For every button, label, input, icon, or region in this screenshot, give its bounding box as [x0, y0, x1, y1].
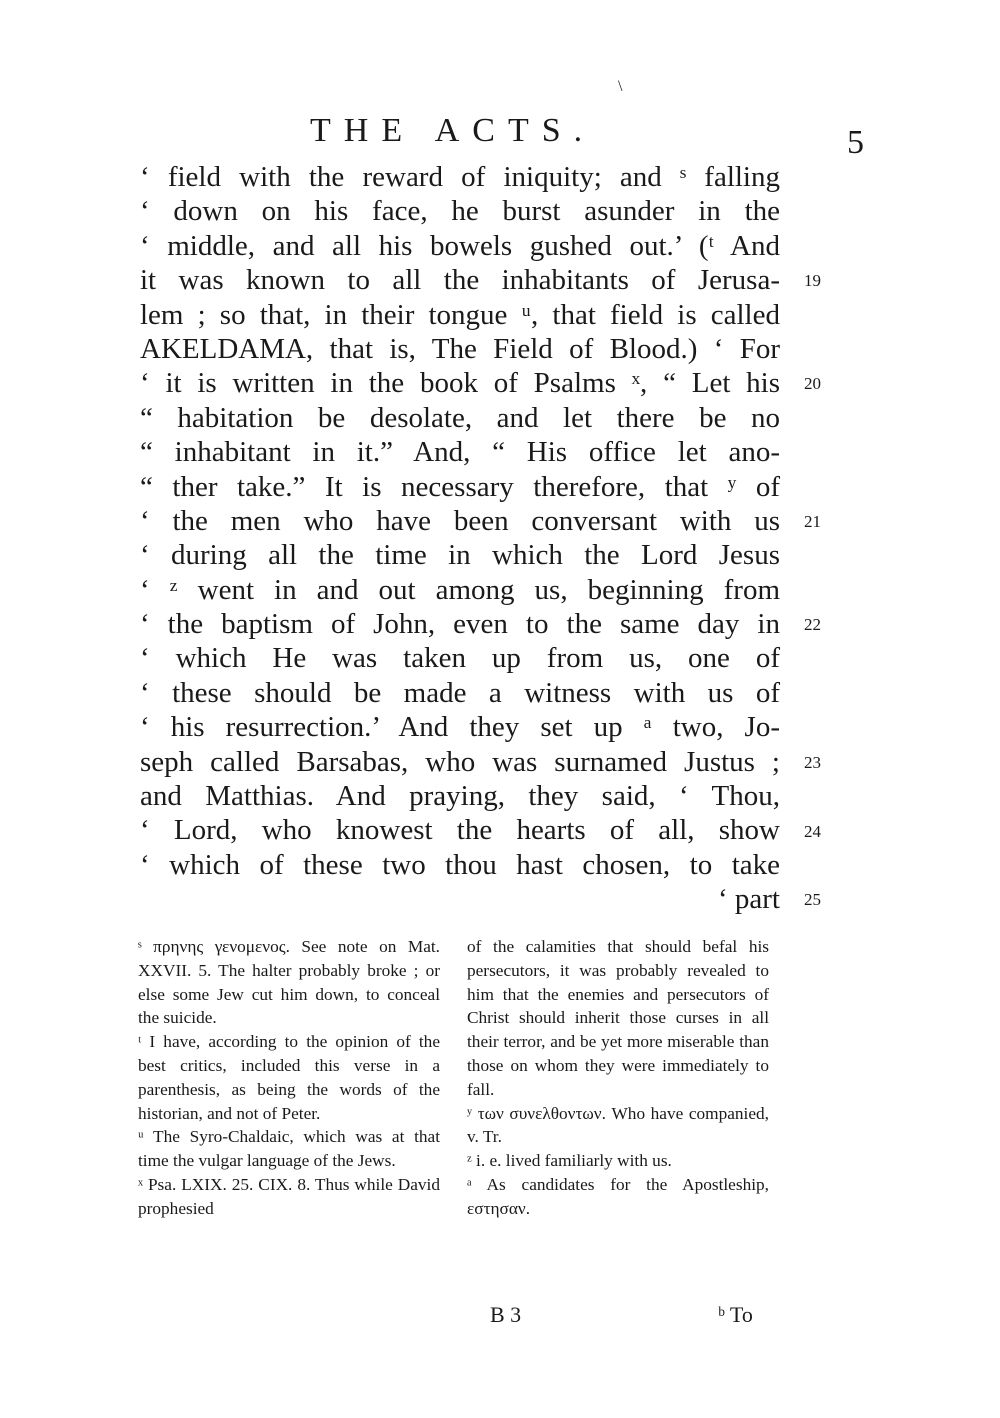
text-line: ‘ his resurrection.’ And they set up ᵃ two, Jo- [140, 711, 780, 744]
footnote: ᵃ As candidates for the Apostleship, εστησαν. [467, 1174, 769, 1218]
text-line: it was known to all the inhabitants of Jerusa- [140, 264, 780, 297]
text-line: AKELDAMA, that is, The Field of Blood.) ‘ For [140, 332, 780, 365]
footnotes-left-column [138, 935, 440, 1221]
text-line: ‘ these should be made a witness with us of [140, 676, 780, 709]
verse-number: 20 [804, 374, 821, 394]
text-line: ‘ it is written in the book of Psalms ˣ, “ Let his [140, 367, 780, 400]
footnote: of the calamities that should befal his persecutors, it was probably revealed to him that the enemies and persecutors of Christ should inherit those curses in all their terror, and be yet more miserable than those on whom they were immediately to fall. [467, 937, 769, 1099]
text-line: ‘ which He was taken up from us, one of [140, 642, 780, 675]
verse-number: 22 [804, 615, 821, 635]
text-line: and Matthias. And praying, they said, ‘ Thou, [140, 780, 780, 813]
verse-number: 21 [804, 512, 821, 531]
text-line: ‘ field with the reward of iniquity; and ˢ falling [140, 161, 780, 193]
verse-number: 24 [804, 821, 821, 841]
text-line: “ habitation be desolate, and let there be no [140, 401, 780, 434]
catchword: ᵇ To [718, 1302, 753, 1327]
text-line: lem ; so that, in their tongue ᵘ, that field is called [140, 298, 780, 331]
text-line: “ ther take.” It is necessary therefore, that ʸ of [140, 470, 780, 503]
text-line: ‘ the men who have been conversant with us [140, 504, 780, 537]
footnote: ʸ των συνελθοντων. Who have companied, v. Tr. [467, 1103, 769, 1147]
text-line: ‘ Lord, who knowest the hearts of all, show [140, 814, 780, 847]
verse-number: 23 [804, 752, 821, 772]
text-line: ‘ down on his face, he burst asunder in the [140, 195, 780, 228]
footnotes-right-column [467, 935, 769, 1221]
text-line: ‘ ᶻ went in and out among us, beginning from [140, 573, 780, 606]
page-mark: \ [618, 78, 623, 95]
text-line: ‘ middle, and all his bowels gushed out.’ (ᵗ And [140, 229, 780, 262]
text-line: “ inhabitant in it.” And, “ His office let ano- [140, 436, 780, 469]
page-title: THE ACTS. [310, 112, 596, 149]
footnote: ᶻ i. e. lived familiarly with us. [467, 1151, 672, 1171]
main-text-column [140, 160, 780, 917]
text-line: seph called Barsabas, who was surnamed Justus ; [140, 745, 780, 778]
text-line: ‘ part [718, 883, 780, 916]
footnote: ˣ Psa. LXIX. 25. CIX. 8. Thus while David prophesied [138, 1174, 440, 1218]
footnote: ᵗ I have, according to the opinion of the best critics, included this verse in a parenthesis, as being the words of the historian, and not of Peter. [138, 1032, 440, 1123]
footnote: ˢ πρηνης γενομενος. See note on Mat. XXVII. 5. The halter probably broke ; or else some Jew cut him down, to conceal the suicide. [138, 937, 440, 1028]
page-number: 5 [847, 124, 864, 161]
signature-mark: B 3 [490, 1302, 522, 1327]
text-line: ‘ which of these two thou hast chosen, to take [140, 848, 780, 881]
verse-number: 25 [804, 890, 821, 910]
footnote: ᵘ The Syro-Chaldaic, which was at that time the vulgar language of the Jews. [138, 1127, 440, 1171]
text-line: ‘ the baptism of John, even to the same day in [140, 608, 780, 641]
text-line: ‘ during all the time in which the Lord Jesus [140, 539, 780, 572]
verse-number: 19 [804, 271, 821, 291]
